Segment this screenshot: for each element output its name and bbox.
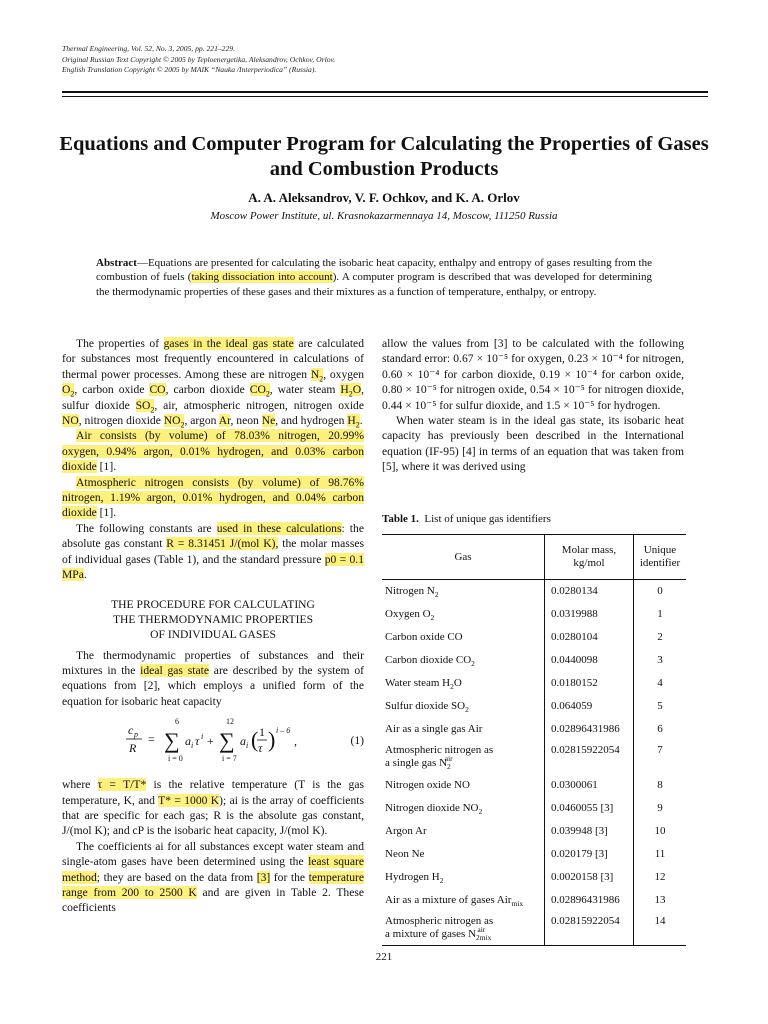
svg-text:i: i: [201, 732, 204, 742]
highlight: ideal gas state: [140, 663, 209, 677]
svg-text:a: a: [240, 734, 246, 749]
table-row: [382, 626, 686, 649]
mass-cell: 0.02815922054: [545, 741, 634, 774]
highlight: p0 = 0.1 MPa: [62, 552, 364, 582]
left-column: [62, 336, 364, 916]
gas-cell: Nitrogen $N_2$: [385, 585, 439, 600]
table-row: [382, 603, 686, 626]
table-row: [382, 672, 686, 695]
highlight: least square method: [62, 855, 364, 884]
gas-identifier-table: [382, 534, 686, 946]
mass-cell: 0.0319988: [545, 603, 634, 626]
paragraph: Atmospheric nitrogen consists (by volume) of 98.76% nitrogen, 1.19% argon, 0.01% hydrogen, and 0.04% carbon dioxide [1].: [62, 475, 364, 520]
mass-cell: 0.039948 [3]: [545, 820, 634, 843]
gas-cell: Sulfur dioxide $SO_2$: [385, 700, 469, 715]
id-cell: 14: [634, 912, 687, 946]
header-rule-thin: [62, 96, 708, 97]
table-row: [382, 649, 686, 672]
table-row: [382, 797, 686, 820]
abstract: [96, 256, 652, 299]
mass-cell: 0.02896431986: [545, 718, 634, 741]
svg-text:i – 6: i – 6: [276, 726, 291, 736]
svg-text:i = 7: i = 7: [222, 754, 237, 764]
highlight: temperature range from 200 to 2500 K: [62, 870, 364, 899]
paragraph: The properties of gases in the ideal gas state are calculated for substances most frequently encountered in calculations of thermal power processes. Among these are nitrogen $N_2$, oxygen $O_2$, carbon oxide CO, carbon dioxide $CO_2$, water steam $H_2O$, sulfur dioxide $SO_2$, air, atmospheric nitrogen, nitrogen oxide NO, nitrogen dioxide $NO_2$, argon Ar, neon Ne, and hydrogen $H_2$.: [62, 337, 364, 430]
id-cell: 6: [634, 718, 687, 741]
svg-text:=: =: [148, 732, 155, 747]
table-row: [382, 695, 686, 718]
id-cell: 3: [634, 649, 687, 672]
svg-text:τ: τ: [258, 741, 263, 756]
id-cell: 7: [634, 741, 687, 774]
table-caption-label: Table 1.: [382, 513, 419, 525]
mass-cell: 0.0460055 [3]: [545, 797, 634, 820]
gas-cell: Carbon oxide CO: [385, 631, 463, 644]
gas-cell: Water steam $H_2O$: [385, 677, 462, 692]
paragraph: When water steam is in the ideal gas state, its isobaric heat capacity has previously been described in the International equation (IF-95) [4] in terms of an equation that was taken from [5], where it was derived using: [382, 414, 684, 474]
mass-cell: 0.0180152: [545, 672, 634, 695]
highlight: taking dissociation into account: [191, 271, 333, 284]
gas-cell: Atmospheric nitrogen as a mixture of gases $N_{2mix}^{air}$: [382, 912, 545, 946]
authors: A. A. Aleksandrov, V. F. Ochkov, and K. A. Orlov: [248, 190, 520, 205]
mass-cell: 0.0440098: [545, 649, 634, 672]
id-cell: 1: [634, 603, 687, 626]
equation-formula: [62, 711, 364, 773]
column-header: Molar mass, kg/mol: [545, 535, 634, 580]
gas-cell: Argon Ar: [385, 825, 427, 838]
svg-text:∑: ∑: [164, 728, 180, 754]
mass-cell: 0.02815922054: [545, 912, 634, 946]
right-column: [382, 336, 684, 475]
mass-cell: 0.0280104: [545, 626, 634, 649]
gas-cell: Neon Ne: [385, 848, 425, 861]
table-row: [382, 580, 686, 604]
id-cell: 11: [634, 843, 687, 866]
paragraph: The coefficients ai for all substances except water steam and single-atom gases have been determined using the least square method; they are based on the data from [3] for the temperature range from 200 to 2500 K and are given in Table 2. These coefficients: [62, 839, 364, 915]
header-line-1: Thermal Engineering, Vol. 52, No. 3, 2005, pp. 221–229.: [62, 44, 235, 53]
svg-text:p: p: [134, 730, 138, 740]
mass-cell: 0.0280134: [545, 580, 634, 604]
table-row: [382, 718, 686, 741]
svg-text:c: c: [128, 723, 134, 738]
highlight: τ = T/T*: [97, 778, 147, 792]
paragraph: Air consists (by volume) of 78.03% nitrogen, 20.99% oxygen, 0.94% argon, 0.01% hydrogen, and 0.03% carbon dioxide [1].: [62, 429, 364, 474]
highlight: [3]: [256, 870, 271, 884]
svg-text:12: 12: [226, 717, 234, 727]
svg-text:a: a: [185, 734, 191, 749]
column-header: Gas: [382, 535, 545, 580]
paragraph: allow the values from [3] to be calculated with the following standard error: 0.67 × 10⁻⁵ for oxygen, 0.23 × 10⁻⁴ for nitrogen, 0.60 × 10⁻⁴ for carbon dioxide, 0.19 × 10⁻⁴ for carbon oxide, 0.80 × 10⁻⁵ for nitrogen oxide, 0.54 × 10⁻⁵ for nitrogen dioxide, 0.44 × 10⁻⁵ for sulfur dioxide, and 1.5 × 10⁻⁵ for hydrogen.: [382, 337, 684, 412]
svg-text:1: 1: [259, 725, 265, 740]
id-cell: 2: [634, 626, 687, 649]
paragraph: The thermodynamic properties of substances and their mixtures in the ideal gas state are described by the system of equations from [2], which employs a unified form of the equation for isobaric heat capacity: [62, 648, 364, 708]
gas-cell: Nitrogen dioxide $NO_2$: [385, 802, 483, 817]
svg-text:i = 0: i = 0: [168, 754, 183, 764]
table-row: [382, 774, 686, 797]
highlight: R = 8.31451 J/(mol K),: [166, 537, 279, 551]
gas-cell: Air as a mixture of gases Air$_{mix}$: [385, 894, 524, 909]
mass-cell: 0.0300061: [545, 774, 634, 797]
svg-text:i: i: [246, 741, 249, 751]
header-line-2: Original Russian Text Copyright © 2005 by Teploenergetika, Aleksandrov, Ochkov, Orlov.: [62, 54, 336, 64]
paragraph: where τ = T/T* is the relative temperature (T is the gas temperature, K, and T* = 1000 K); ai is the array of coefficients that are specific for each gas; R is the absolute gas constant, J/(mol K); and cP is the isobaric heat capacity, J/(mol K).: [62, 778, 364, 838]
header-rule-thick: [62, 91, 708, 93]
svg-text:,: ,: [294, 734, 297, 749]
svg-text:6: 6: [175, 717, 179, 727]
abstract-label: Abstract: [96, 257, 137, 269]
table-row: [382, 866, 686, 889]
gas-cell: Oxygen $O_2$: [385, 608, 435, 623]
svg-text:R: R: [129, 741, 137, 756]
id-cell: 5: [634, 695, 687, 718]
id-cell: 9: [634, 797, 687, 820]
column-header: Unique identifier: [634, 535, 687, 580]
abstract-text: ). A computer program is described that was developed for determining the thermodynamic properties of these gases and their mixtures as a function of temperature, enthalpy, or entropy.: [96, 271, 652, 298]
gas-cell: Carbon dioxide $CO_2$: [385, 654, 475, 669]
id-cell: 10: [634, 820, 687, 843]
svg-text:+: +: [207, 734, 214, 749]
table-caption: [382, 513, 551, 525]
svg-text:i: i: [191, 741, 194, 751]
svg-text:): ): [268, 727, 276, 753]
gas-cell: Hydrogen $H_2$: [385, 871, 444, 886]
highlight: Atmospheric nitrogen consists (by volume) of 98.76% nitrogen, 1.19% argon, 0.01% hydrogen, and 0.04% carbon dioxide: [62, 475, 364, 520]
svg-text:∑: ∑: [219, 728, 235, 754]
table-row: [382, 912, 686, 946]
mass-cell: 0.064059: [545, 695, 634, 718]
paper-title: Equations and Computer Program for Calculating the Properties of Gases and Combustion Products: [59, 133, 709, 180]
table-row: [382, 843, 686, 866]
mass-cell: 0.020179 [3]: [545, 843, 634, 866]
journal-header: [62, 44, 335, 76]
affiliation: Moscow Power Institute, ul. Krasnokazarmennaya 14, Moscow, 111250 Russia: [210, 210, 558, 222]
id-cell: 0: [634, 580, 687, 604]
mass-cell: 0.02896431986: [545, 889, 634, 912]
paragraph: The following constants are used in these calculations: the absolute gas constant R = 8.31451 J/(mol K), the molar masses of individual gases (Table 1), and the standard pressure p0 = 0.1 MPa.: [62, 521, 364, 582]
highlight: used in these calculations: [216, 521, 342, 535]
highlight: Air consists (by volume) of 78.03% nitrogen, 20.99% oxygen, 0.94% argon, 0.01% hydrogen, and 0.03% carbon dioxide: [62, 429, 364, 474]
abstract-text: —Equations are presented for calculating the isobaric heat capacity, enthalpy and entropy of gases resulting from the combustion of fuels (: [96, 257, 652, 284]
table-caption-text: List of unique gas identifiers: [424, 513, 551, 525]
header-line-3: English Translation Copyright © 2005 by MAIK “Nauka /Interperiodica” (Russia).: [62, 65, 317, 74]
id-cell: 12: [634, 866, 687, 889]
svg-text:(: (: [251, 727, 259, 753]
section-heading: THE PROCEDURE FOR CALCULATING THE THERMODYNAMIC PROPERTIES OF INDIVIDUAL GASES: [111, 597, 315, 641]
id-cell: 4: [634, 672, 687, 695]
page-number: 221: [375, 951, 393, 963]
highlight: T* = 1000 K: [158, 793, 220, 807]
gas-cell: Air as a single gas Air: [385, 723, 483, 736]
id-cell: 8: [634, 774, 687, 797]
id-cell: 13: [634, 889, 687, 912]
table-row: [382, 889, 686, 912]
mass-cell: 0.0020158 [3]: [545, 866, 634, 889]
highlight: gases in the ideal gas state: [163, 337, 294, 350]
gas-cell: Atmospheric nitrogen as a single gas $N_2^{air}$: [385, 744, 494, 771]
table-row: [382, 741, 686, 774]
equation-number: (1): [350, 734, 364, 748]
svg-text:τ: τ: [195, 734, 200, 749]
table-header-row: [382, 535, 686, 580]
equation-1: [62, 711, 364, 773]
table-row: [382, 820, 686, 843]
gas-cell: Nitrogen oxide NO: [385, 779, 470, 792]
